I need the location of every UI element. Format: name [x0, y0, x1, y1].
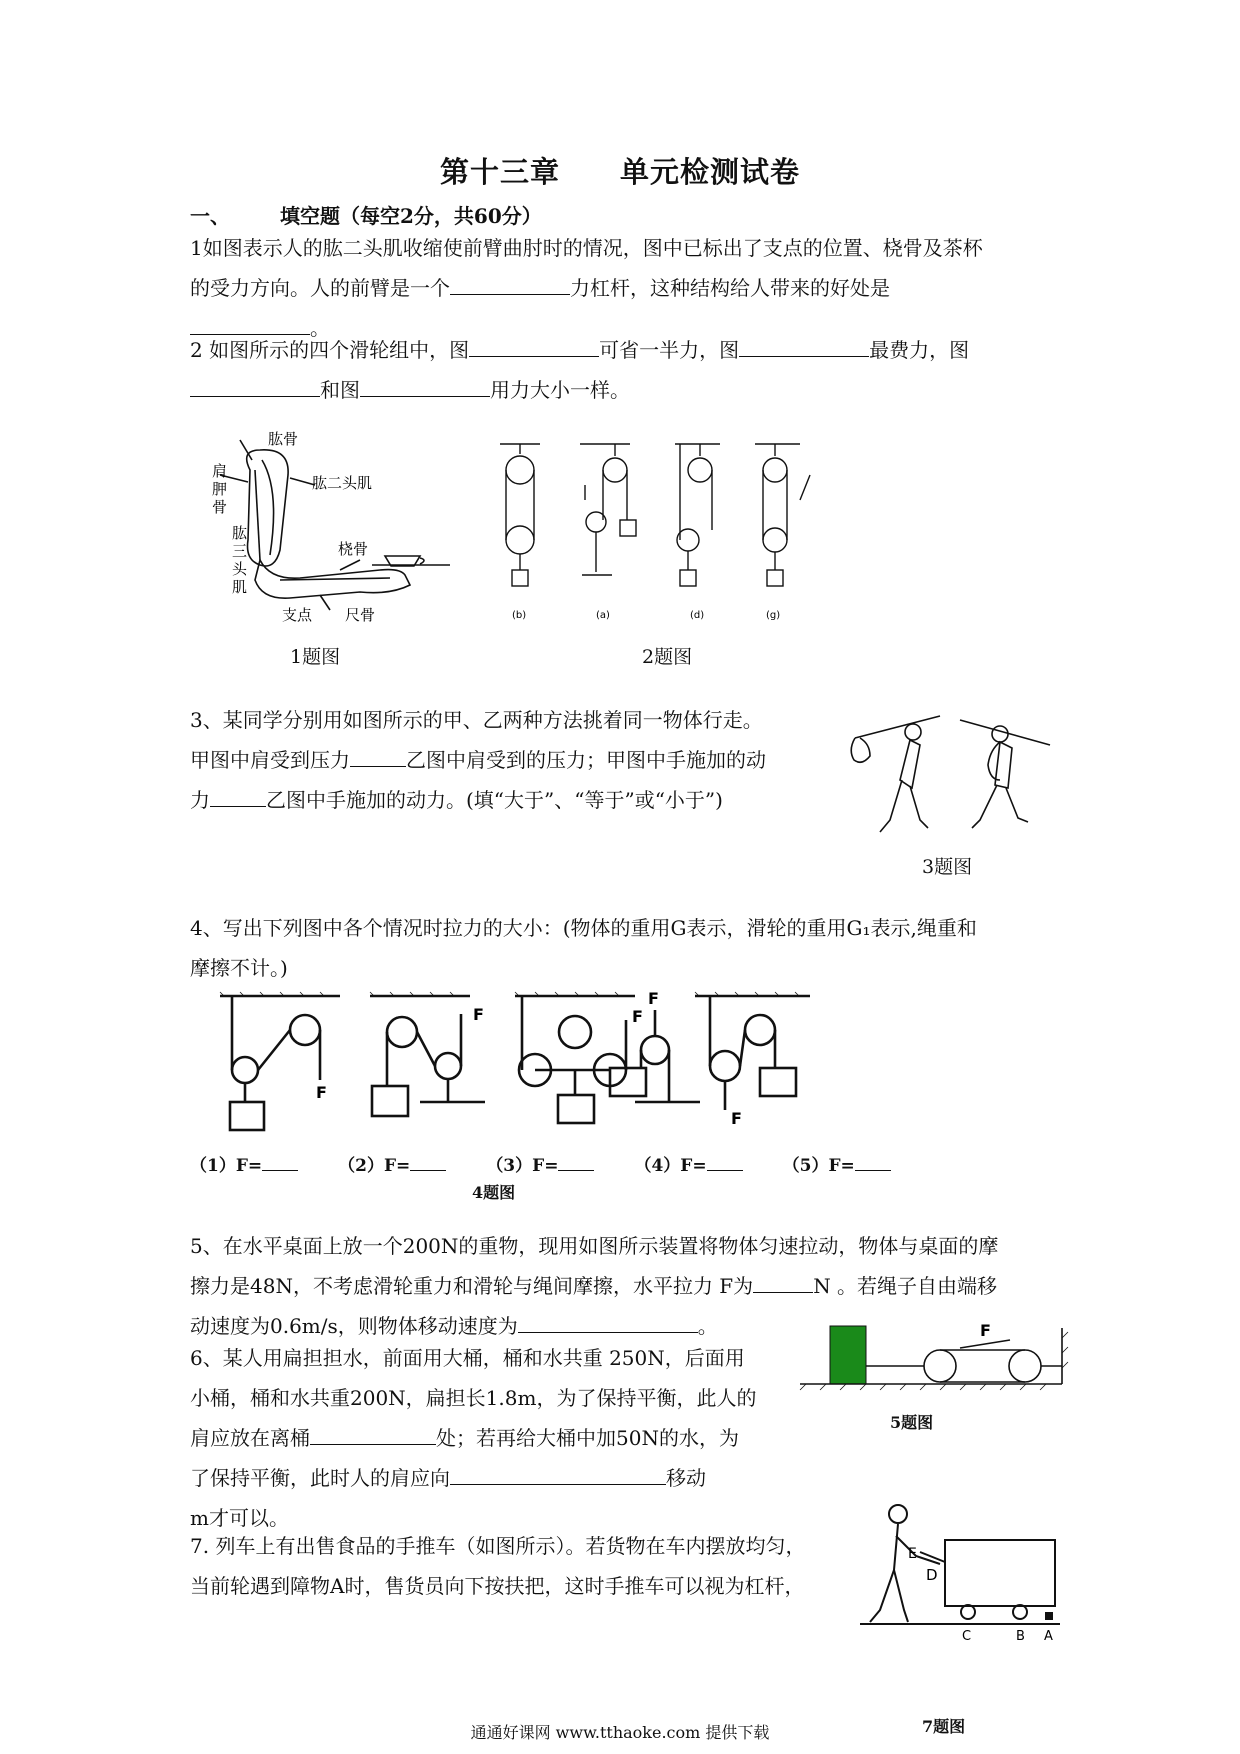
question-3: 3、某同学分别用如图所示的甲、乙两种方法挑着同一物体行走。 甲图中肩受到压力 乙图中肩受到的压力；甲图中手施加的动 力 乙图中手施加的动力。(填“大于”、“等于”或“小于”): [190, 708, 766, 812]
answer-blank[interactable]: [707, 1148, 743, 1171]
answer-blank[interactable]: [350, 744, 406, 767]
label-C: C: [962, 1629, 972, 1644]
figure-5-horizontal-pulley: [800, 1318, 1070, 1398]
caption-figure-7: 7题图: [922, 1717, 966, 1736]
answer-row-q4: （1）F= （2）F= （3）F= （4）F= （5）F=: [190, 1148, 891, 1176]
answer-blank[interactable]: [310, 1422, 436, 1445]
label-radius: 桡骨: [338, 540, 369, 558]
answer-blank[interactable]: [753, 1270, 813, 1293]
question-7: 7. 列车上有出售食品的手推车（如图所示）。若货物在车内摆放均匀， 当前轮遇到障物A时，售货员向下按扶把，这时手推车可以视为杠杆，: [190, 1534, 806, 1598]
answer-blank[interactable]: [518, 1310, 698, 1333]
figure-4-pulleys: [190, 989, 910, 1128]
green-block: [830, 1326, 866, 1384]
force-label-1: F: [316, 1083, 327, 1102]
answer-blank[interactable]: [210, 784, 266, 807]
answer-blank[interactable]: [360, 374, 490, 397]
answer-blank[interactable]: [469, 334, 599, 357]
question-2: 2 如图所示的四个滑轮组中，图 可省一半力，图 最费力，图 和图 用力大小一样。: [190, 330, 1060, 410]
sublabel-b: (b): [512, 610, 527, 621]
svg-text:骨: 骨: [212, 498, 228, 516]
label-E: E: [908, 1546, 917, 1562]
caption-figure-1: 1题图: [290, 646, 341, 668]
force-label-2: F: [473, 1005, 484, 1024]
answer-blank[interactable]: [450, 1462, 666, 1485]
question-6: 6、某人用扁担担水，前面用大桶，桶和水共重 250N，后面用 小桶，桶和水共重200N，扁担长1.8m，为了保持平衡，此人的 肩应放在离桶 处；若再给大桶中加50N的水，为 了保持平衡，此时人的肩应向 移动 m才可以。: [190, 1346, 757, 1530]
label-humerus: 肱骨: [268, 430, 299, 448]
label-scapula: 肩: [212, 462, 228, 480]
figure-3-carrying: [840, 710, 1060, 845]
force-label-3: F: [632, 1007, 643, 1026]
answer-blank[interactable]: [739, 334, 869, 357]
caption-figure-3: 3题图: [922, 856, 973, 878]
label-triceps: 肱: [232, 524, 248, 542]
figure-1-arm: [200, 430, 480, 630]
sublabel-a: (a): [596, 610, 610, 621]
answer-blank[interactable]: [855, 1148, 891, 1171]
force-label-q5: F: [980, 1321, 991, 1340]
label-B: B: [1016, 1629, 1025, 1644]
caption-figure-5: 5题图: [890, 1413, 934, 1432]
question-1: 1如图表示人的肱二头肌收缩使前臂曲肘时的情况，图中已标出了支点的位置、桡骨及茶杯 的受力方向。人的前臂是一个 力杠杆，这种结构给人带来的好处是 。: [190, 236, 983, 340]
answer-blank[interactable]: [558, 1148, 594, 1171]
figure-7-cart: [860, 1500, 1060, 1644]
answer-blank[interactable]: [262, 1148, 298, 1171]
label-fulcrum: 支点: [282, 606, 313, 624]
sublabel-d: (d): [690, 610, 705, 621]
question-5: 5、在水平桌面上放一个200N的重物，现用如图所示装置将物体匀速拉动，物体与桌面的摩 擦力是48N，不考虑滑轮重力和滑轮与绳间摩擦，水平拉力 F为 N 。若绳子自由端移 动速度为0.6m/s，则物体移动速度为 。: [190, 1234, 999, 1338]
sublabel-g: (g): [766, 610, 781, 621]
force-label-4: F: [648, 989, 659, 1008]
section-heading: 一、 填空题（每空2分，共60分）: [190, 204, 542, 228]
caption-figure-2: 2题图: [642, 646, 693, 668]
label-D: D: [926, 1566, 938, 1584]
svg-text:头: 头: [232, 560, 248, 578]
label-ulna: 尺骨: [345, 606, 376, 624]
figure-2-pulleys: [500, 440, 840, 620]
svg-text:胛: 胛: [212, 480, 228, 498]
answer-blank[interactable]: [450, 272, 570, 295]
answer-blank[interactable]: [410, 1148, 446, 1171]
caption-figure-4: 4题图: [472, 1183, 516, 1202]
label-A: A: [1044, 1629, 1053, 1644]
page-title: 第十三章 单元检测试卷: [439, 155, 801, 189]
footer-text: 通通好课网 www.tthaoke.com 提供下载: [470, 1723, 770, 1742]
answer-blank[interactable]: [190, 374, 320, 397]
question-4: 4、写出下列图中各个情况时拉力的大小：(物体的重用G表示，滑轮的重用G₁表示,绳重和 摩擦不计。): [190, 916, 977, 980]
svg-text:肌: 肌: [232, 578, 248, 596]
force-label-5: F: [731, 1109, 742, 1128]
svg-text:三: 三: [232, 542, 248, 560]
label-biceps: 肱二头肌: [312, 474, 373, 492]
